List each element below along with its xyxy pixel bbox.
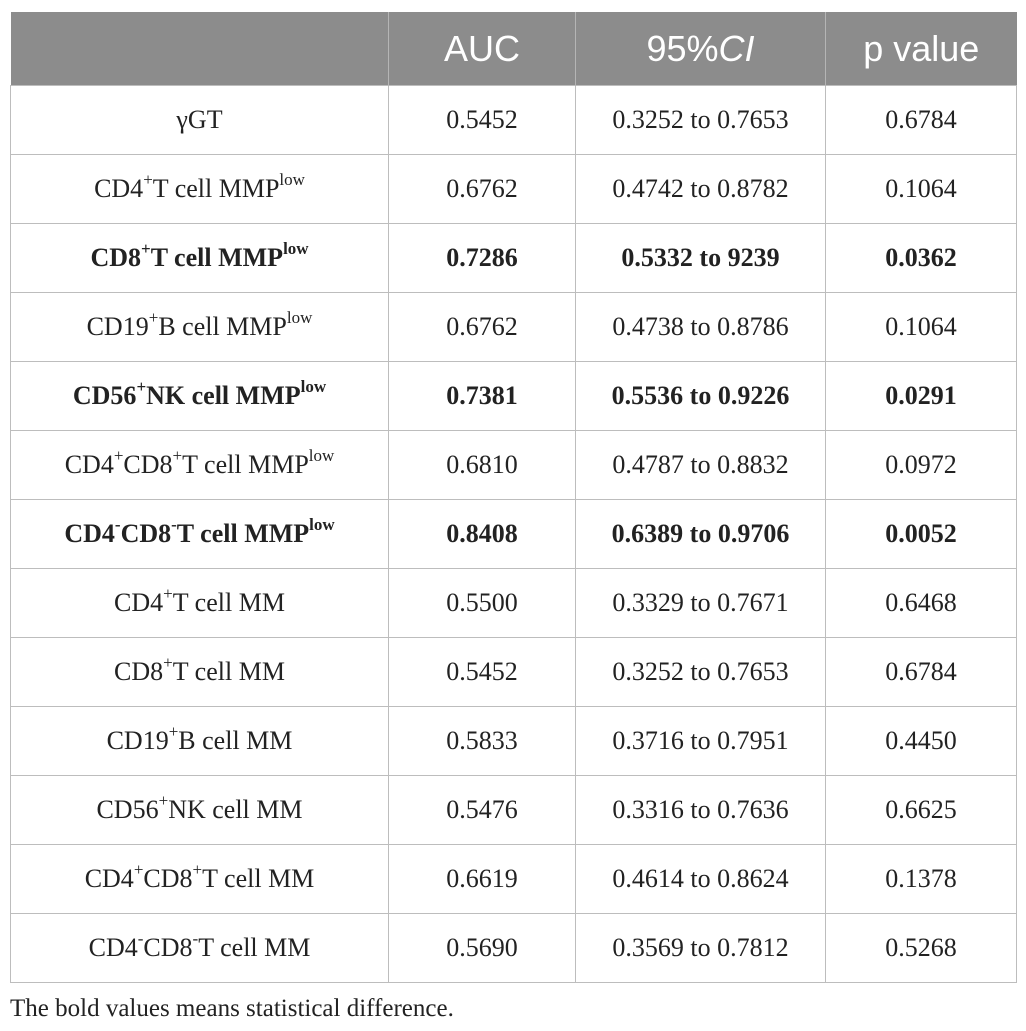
header-ci-prefix: 95% bbox=[646, 27, 719, 69]
marker-cell bbox=[11, 845, 389, 914]
marker-cell bbox=[11, 500, 389, 569]
auc-cell: 0.5500 bbox=[389, 569, 576, 638]
table-header bbox=[11, 12, 1017, 86]
marker-base: CD4 bbox=[64, 450, 114, 479]
auc-cell: 0.6810 bbox=[389, 431, 576, 500]
marker-sup: + bbox=[163, 652, 173, 672]
ci-cell: 0.3316 to 0.7636 bbox=[576, 776, 826, 845]
p-value-cell: 0.4450 bbox=[826, 707, 1017, 776]
marker-base: CD4 bbox=[114, 588, 164, 617]
p-value-cell: 0.1064 bbox=[826, 293, 1017, 362]
marker-tail: T cell MM bbox=[172, 657, 285, 686]
marker-cell bbox=[11, 431, 389, 500]
auc-cell: 0.8408 bbox=[389, 500, 576, 569]
marker-base: CD56 bbox=[96, 795, 159, 824]
auc-cell: 0.7381 bbox=[389, 362, 576, 431]
marker-sup: - bbox=[137, 928, 144, 948]
roc-results-table bbox=[10, 12, 1017, 983]
marker-sup: + bbox=[172, 445, 183, 465]
marker-tail: T cell MMP bbox=[150, 243, 284, 272]
marker-cell bbox=[11, 86, 389, 155]
marker-cell bbox=[11, 155, 389, 224]
ci-cell: 0.3329 to 0.7671 bbox=[576, 569, 826, 638]
ci-cell: 0.3252 to 0.7653 bbox=[576, 86, 826, 155]
ci-cell: 0.5332 to 9239 bbox=[576, 224, 826, 293]
table-row bbox=[11, 707, 1017, 776]
marker-cell bbox=[11, 638, 389, 707]
header-marker bbox=[11, 12, 389, 86]
marker-cell bbox=[11, 569, 389, 638]
auc-cell: 0.5476 bbox=[389, 776, 576, 845]
marker-sup: + bbox=[163, 583, 173, 603]
table-row bbox=[11, 569, 1017, 638]
table-row bbox=[11, 845, 1017, 914]
marker-sup: + bbox=[136, 376, 147, 396]
p-value-cell: 0.6784 bbox=[826, 86, 1017, 155]
marker-sup: low bbox=[308, 445, 335, 465]
marker-tail: T cell MMP bbox=[152, 174, 280, 203]
header-auc: AUC bbox=[389, 12, 576, 86]
marker-sup: - bbox=[192, 928, 199, 948]
marker-mid: CD8 bbox=[143, 933, 193, 962]
table-body bbox=[11, 86, 1017, 983]
ci-cell: 0.3569 to 0.7812 bbox=[576, 914, 826, 983]
marker-base: CD56 bbox=[72, 381, 137, 410]
marker-cell bbox=[11, 293, 389, 362]
marker-sup: + bbox=[133, 859, 144, 879]
marker-sup: + bbox=[141, 238, 151, 258]
marker-base: CD8 bbox=[114, 657, 164, 686]
marker-tail: B cell MMP bbox=[158, 312, 287, 341]
p-value-cell: 0.1378 bbox=[826, 845, 1017, 914]
table-row bbox=[11, 500, 1017, 569]
marker-base: CD4 bbox=[64, 519, 115, 548]
p-value-cell: 0.6784 bbox=[826, 638, 1017, 707]
table-row bbox=[11, 362, 1017, 431]
p-value-cell: 0.1064 bbox=[826, 155, 1017, 224]
marker-sup: + bbox=[143, 169, 153, 189]
marker-sup: - bbox=[114, 514, 121, 534]
marker-base: CD19 bbox=[86, 312, 149, 341]
auc-cell: 0.7286 bbox=[389, 224, 576, 293]
marker-cell bbox=[11, 224, 389, 293]
marker-cell bbox=[11, 914, 389, 983]
marker-tail: T cell MM bbox=[172, 588, 285, 617]
marker-sup: low bbox=[286, 307, 313, 327]
marker-tail: T cell MM bbox=[202, 864, 315, 893]
marker-base: CD4 bbox=[88, 933, 138, 962]
ci-cell: 0.3252 to 0.7653 bbox=[576, 638, 826, 707]
auc-cell: 0.6619 bbox=[389, 845, 576, 914]
ci-cell: 0.4738 to 0.8786 bbox=[576, 293, 826, 362]
marker-tail: B cell MM bbox=[178, 726, 293, 755]
p-value-cell: 0.0052 bbox=[826, 500, 1017, 569]
marker-base: CD4 bbox=[84, 864, 134, 893]
p-value-cell: 0.6625 bbox=[826, 776, 1017, 845]
ci-cell: 0.6389 to 0.9706 bbox=[576, 500, 826, 569]
marker-tail: T cell MM bbox=[198, 933, 311, 962]
header-row bbox=[11, 12, 1017, 86]
marker-tail: NK cell MM bbox=[168, 795, 303, 824]
p-value-cell: 0.0972 bbox=[826, 431, 1017, 500]
marker-tail: NK cell MMP bbox=[146, 381, 301, 410]
marker-sup: + bbox=[113, 445, 124, 465]
auc-cell: 0.6762 bbox=[389, 293, 576, 362]
marker-sup: + bbox=[158, 790, 169, 810]
marker-sup: + bbox=[192, 859, 203, 879]
marker-sup: + bbox=[148, 307, 159, 327]
table-row bbox=[11, 224, 1017, 293]
table-row bbox=[11, 776, 1017, 845]
table-row bbox=[11, 914, 1017, 983]
table-row bbox=[11, 431, 1017, 500]
p-value-cell: 0.0291 bbox=[826, 362, 1017, 431]
marker-base: CD4 bbox=[94, 174, 144, 203]
marker-tail: T cell MMP bbox=[176, 519, 310, 548]
marker-tail: T cell MMP bbox=[182, 450, 309, 479]
table-row bbox=[11, 638, 1017, 707]
table-row bbox=[11, 86, 1017, 155]
marker-sup: - bbox=[171, 514, 177, 534]
marker-cell bbox=[11, 362, 389, 431]
marker-mid: CD8 bbox=[143, 864, 193, 893]
ci-cell: 0.4614 to 0.8624 bbox=[576, 845, 826, 914]
p-value-cell: 0.0362 bbox=[826, 224, 1017, 293]
table-row bbox=[11, 155, 1017, 224]
p-value-cell: 0.6468 bbox=[826, 569, 1017, 638]
marker-sup: low bbox=[279, 169, 305, 189]
auc-cell: 0.6762 bbox=[389, 155, 576, 224]
auc-cell: 0.5452 bbox=[389, 86, 576, 155]
marker-sup: low bbox=[309, 514, 335, 534]
marker-base: CD19 bbox=[106, 726, 169, 755]
table-footnote: The bold values means statistical difference. bbox=[10, 995, 454, 1022]
marker-sup: low bbox=[300, 376, 327, 396]
p-value-cell: 0.5268 bbox=[826, 914, 1017, 983]
marker-cell bbox=[11, 776, 389, 845]
ci-cell: 0.4742 to 0.8782 bbox=[576, 155, 826, 224]
auc-cell: 0.5690 bbox=[389, 914, 576, 983]
marker-cell bbox=[11, 707, 389, 776]
marker-base: CD8 bbox=[90, 243, 141, 272]
ci-cell: 0.4787 to 0.8832 bbox=[576, 431, 826, 500]
marker-base: γGT bbox=[176, 105, 223, 134]
marker-sup: + bbox=[168, 721, 179, 741]
marker-mid: CD8 bbox=[120, 519, 172, 548]
marker-sup: low bbox=[283, 238, 309, 258]
auc-cell: 0.5452 bbox=[389, 638, 576, 707]
header-ci bbox=[576, 12, 826, 86]
marker-mid: CD8 bbox=[123, 450, 173, 479]
ci-cell: 0.3716 to 0.7951 bbox=[576, 707, 826, 776]
header-p-value: p value bbox=[826, 12, 1017, 86]
table-row bbox=[11, 293, 1017, 362]
header-ci-italic: CI bbox=[718, 27, 755, 69]
auc-cell: 0.5833 bbox=[389, 707, 576, 776]
ci-cell: 0.5536 to 0.9226 bbox=[576, 362, 826, 431]
